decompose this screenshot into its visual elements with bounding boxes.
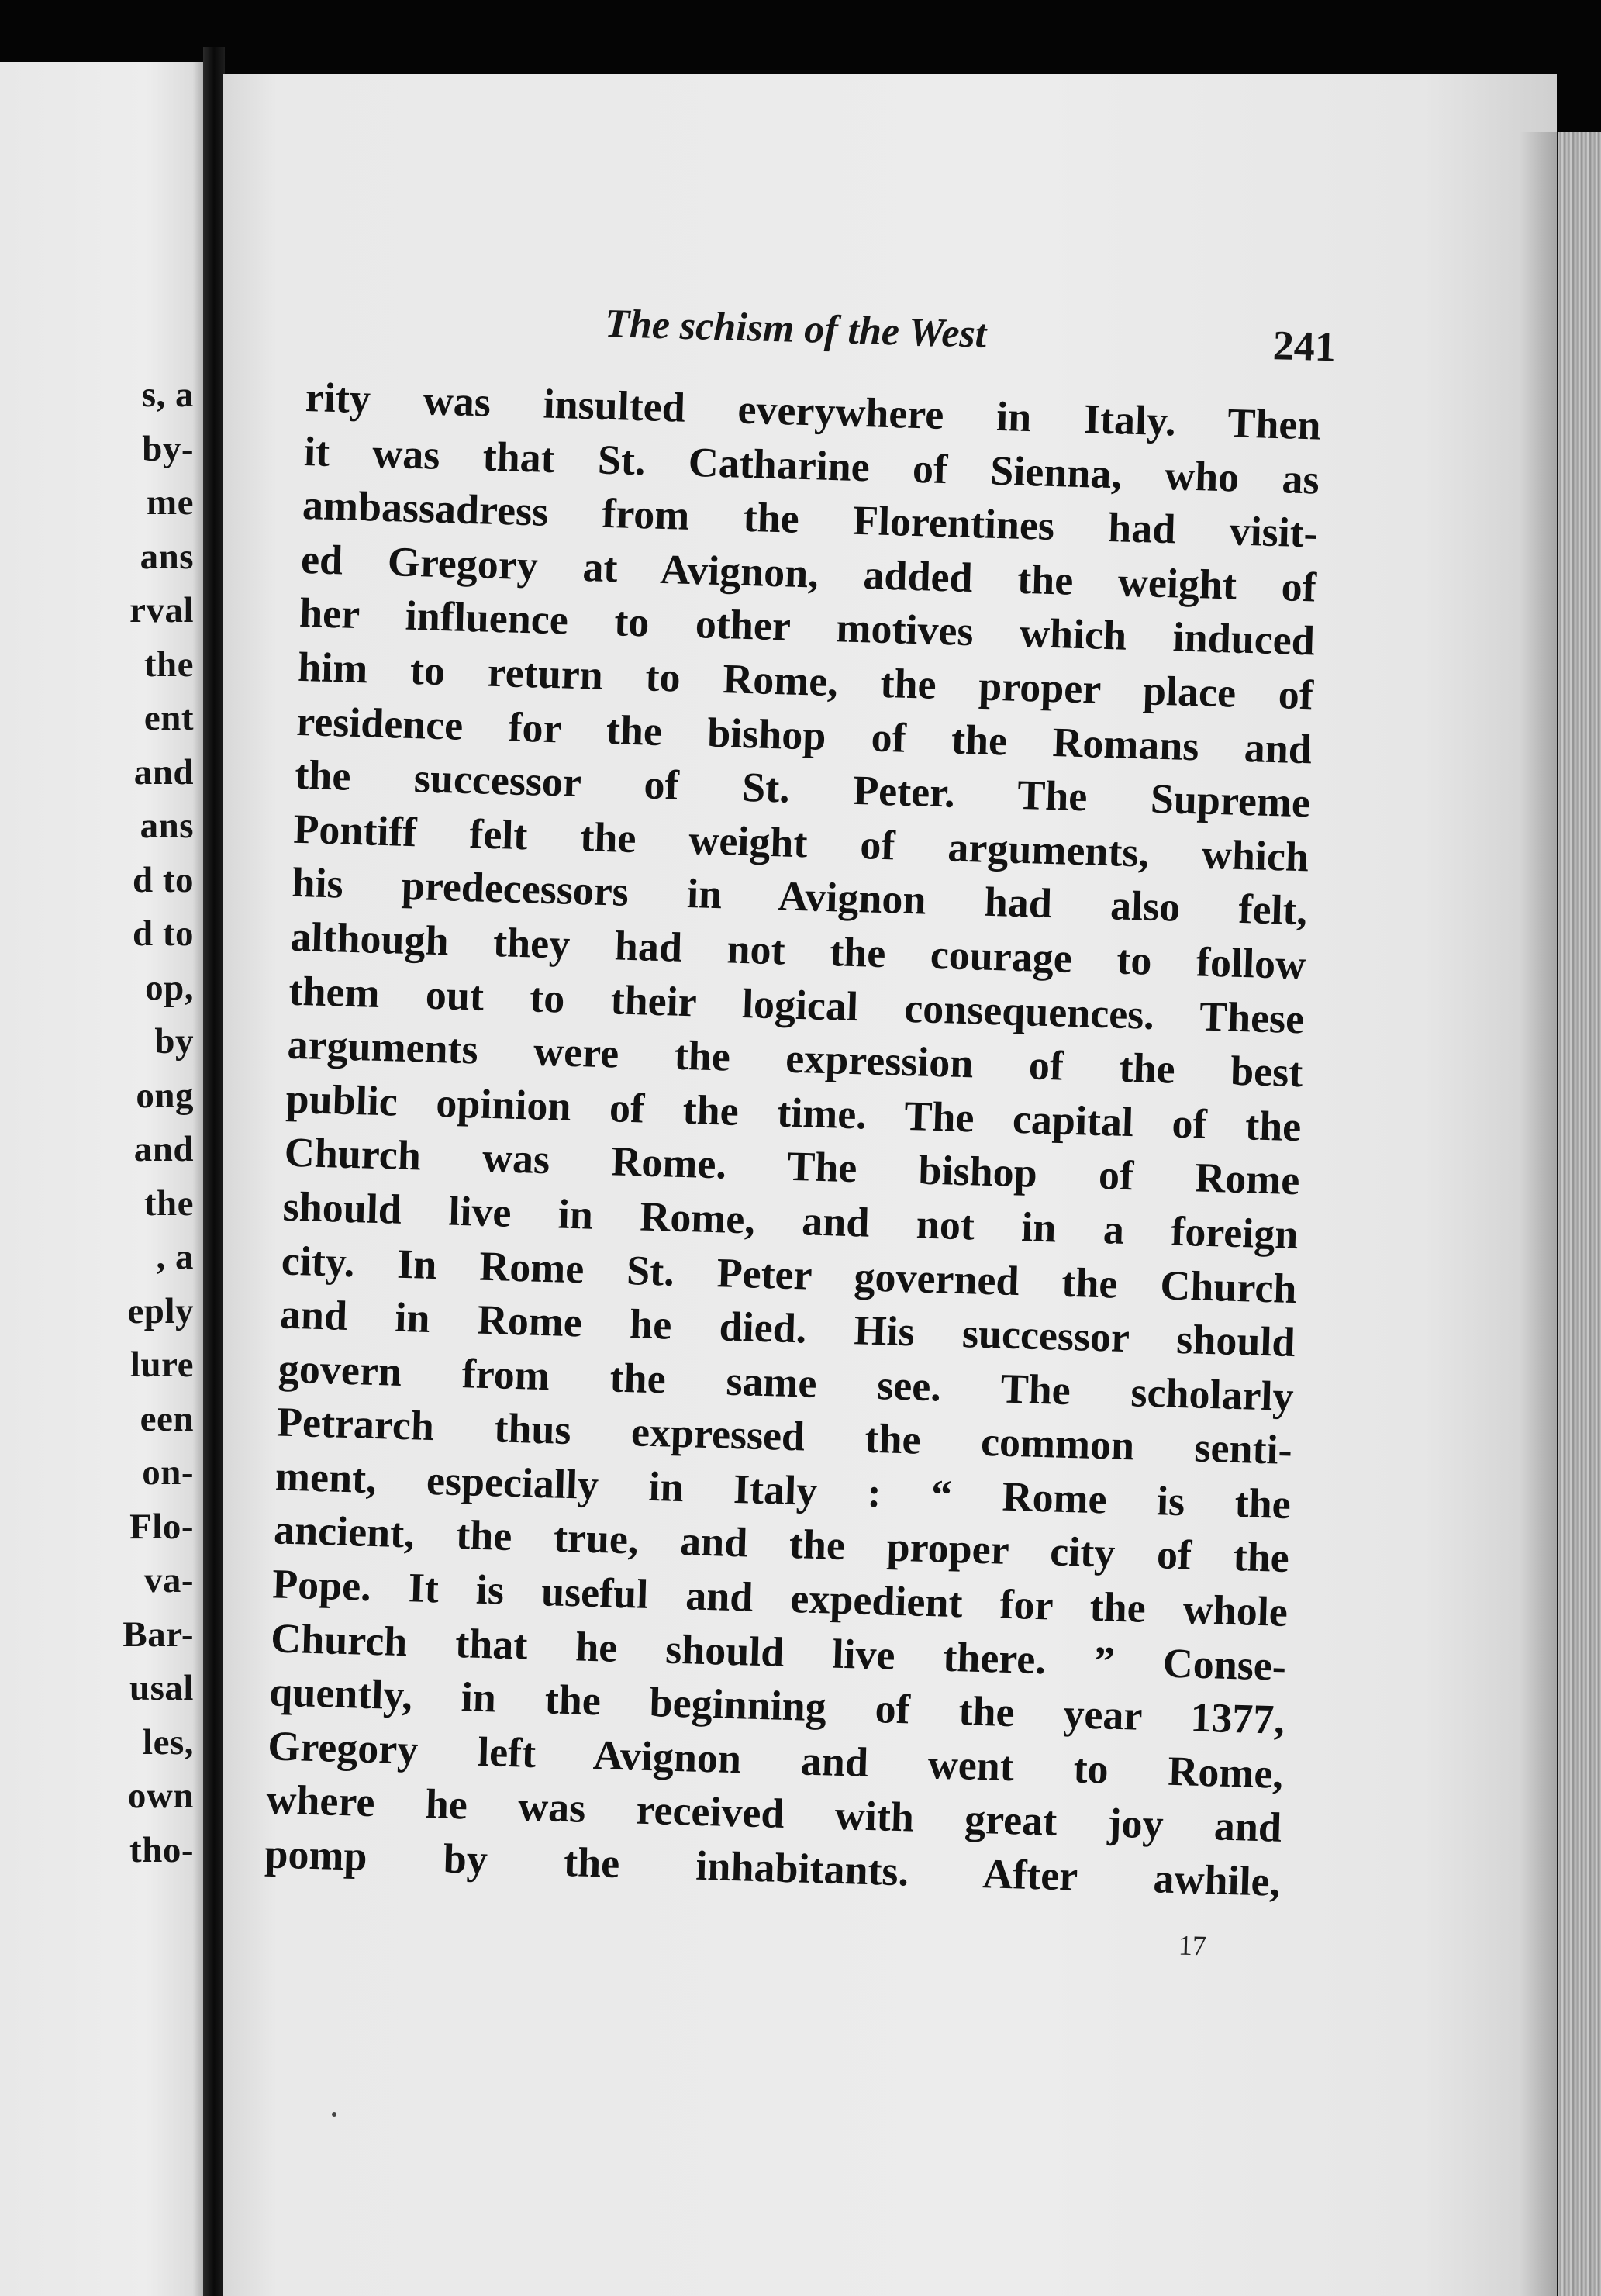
text-line: residence for the bishop of the Romans and [295,697,1313,772]
previous-page-line: tho- [129,1829,194,1870]
text-line: city. In Rome St. Peter governed the Church [281,1237,1298,1312]
text-line: quently, in the beginning of the year 1377, [268,1668,1285,1744]
previous-page-line: by [154,1021,194,1062]
text-line: Church was Rome. The bishop of Rome [284,1128,1301,1204]
page-edges [1558,132,1601,2296]
previous-page-line: ans [140,536,194,577]
previous-page-line: usal [129,1668,194,1708]
text-line: Pope. It is useful and expedient for the whole [271,1560,1289,1636]
text-line: public opinion of the time. The capital of the [285,1075,1303,1150]
book-gutter [203,47,225,2296]
text-line: the successor of St. Peter. The Supreme [294,751,1311,827]
previous-page-line: and [133,751,194,792]
signature-mark: 17 [1178,1929,1207,1962]
text-line: ancient, the true, and the proper city of the [273,1506,1290,1582]
previous-page-line: eply [127,1290,194,1331]
text-line: his predecessors in Avignon had also felt, [291,859,1308,934]
text-line: her influence to other motives which induced [298,589,1316,665]
text-line: ambassadress from the Florentines had visit- [302,482,1319,557]
previous-page-line: ent [143,698,194,738]
previous-page-line: s, a [141,375,194,415]
page-number: 241 [1272,322,1337,371]
previous-page-line: lure [129,1345,194,1385]
previous-page-line: , a [156,1237,194,1277]
text-line: where he was received with great joy and [265,1776,1282,1852]
running-title: The schism of the West [604,302,988,357]
text-line: them out to their logical consequences. These [288,967,1306,1042]
text-line: ed Gregory at Avignon, added the weight of [300,535,1317,611]
previous-page-fragment [0,62,209,2296]
text-line: and in Rome he died. His successor should [279,1290,1296,1366]
text-line: should live in Rome, and not in a foreign [282,1183,1299,1258]
previous-page-line: Bar- [122,1614,194,1655]
text-line: Petrarch thus expressed the common senti- [276,1398,1293,1474]
previous-page-line: d to [132,913,194,954]
text-line: Gregory left Avignon and went to Rome, [267,1722,1284,1797]
previous-page-line: een [140,1398,194,1439]
text-line: pomp by the inhabitants. After awhile, [264,1830,1281,1905]
previous-page-line: the [143,644,194,685]
previous-page-line: me [146,482,194,523]
previous-page-line: on- [142,1452,194,1493]
previous-page-line: d to [132,859,194,900]
text-line: him to return to Rome, the proper place of [297,643,1314,719]
text-line: it was that St. Catharine of Sienna, who as [303,427,1320,503]
previous-page-line: op, [145,967,194,1008]
previous-page-line: les, [143,1721,194,1763]
previous-page-line: the [143,1183,194,1224]
text-line: Pontiff felt the weight of arguments, which [292,805,1309,881]
scan-speck [332,2112,336,2117]
previous-page-line: ans [140,806,194,846]
text-line: Church that he should live there. ” Conse- [270,1614,1287,1690]
text-line: arguments were the expression of the best [286,1020,1304,1096]
previous-page-line: va- [143,1560,194,1600]
previous-page-line: and [133,1129,194,1169]
previous-page-line: by- [142,428,194,469]
text-line: rity was insulted everywhere in Italy. Then [305,373,1322,449]
previous-page-line: rval [129,590,194,630]
text-line: ment, especially in Italy : “ Rome is the [274,1452,1292,1528]
previous-page-line: own [127,1776,194,1816]
text-line: although they had not the courage to follow [289,913,1306,989]
previous-page-line: ong [136,1075,194,1116]
body-text [264,371,1322,1909]
previous-page-line: Flo- [129,1506,194,1547]
previous-page-text [122,368,194,1877]
text-line: govern from the same see. The scholarly [278,1345,1295,1420]
